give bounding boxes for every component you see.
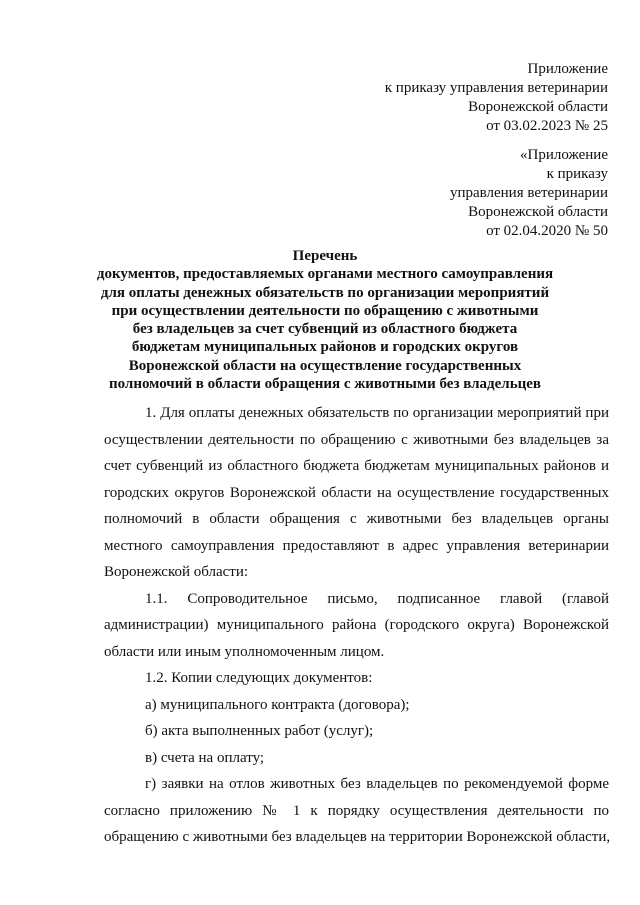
list-item-v: в) счета на оплату; [145, 749, 265, 766]
list-item-a: а) муниципального контракта (договора); [145, 696, 410, 713]
annex-order-ref: к приказу управления ветеринарии [384, 80, 608, 96]
title-line: документов, предоставляемых органами местного самоуправления [96, 266, 554, 283]
title-line: полномочий в области обращения с животными без владельцев [108, 376, 542, 393]
title-line: для оплаты денежных обязательств по организации мероприятий [100, 284, 550, 301]
document-title [60, 247, 590, 393]
title-heading: Перечень [292, 248, 358, 264]
paragraph-line: осуществлении деятельности по обращению с животными без владельцев за [104, 431, 609, 448]
annex-region: Воронежской области [468, 204, 608, 220]
list-item-g [104, 771, 609, 851]
paragraph-1-2: 1.2. Копии следующих документов: [145, 670, 373, 686]
annex-header-2023 [385, 60, 608, 136]
document-body [104, 400, 609, 851]
paragraph-line: счет субвенций из областного бюджета бюджетам муниципальных районов и [104, 458, 609, 474]
title-line: бюджетам муниципальных районов и городских округов [131, 339, 519, 356]
title-line: без владельцев за счет субвенций из областного бюджета [132, 321, 518, 338]
title-line: Воронежской области на осуществление государственных [128, 357, 522, 374]
paragraph-line: Воронежской области: [104, 564, 249, 580]
annex-order-ref: к приказу [546, 166, 608, 182]
annex-authority: управления ветеринарии [449, 185, 608, 201]
paragraph-line: обращению с животными без владельцев на территории Воронежской области, [104, 829, 611, 845]
paragraph-line: городских округов Воронежской области на осуществление государственных [104, 484, 609, 501]
annex-date-number: от 03.02.2023 № 25 [486, 118, 608, 134]
paragraph-1-1 [104, 586, 609, 666]
annex-label: «Приложение [519, 147, 608, 163]
list-item-b: б) акта выполненных работ (услуг); [145, 723, 374, 739]
title-line: при осуществлении деятельности по обращению с животными [111, 302, 539, 319]
annex-header-2020 [450, 146, 608, 241]
annex-region: Воронежской области [468, 99, 608, 115]
paragraph-line: области или иным уполномоченным лицом. [104, 643, 385, 660]
paragraph-line: г) заявки на отлов животных без владельцев по рекомендуемой форме [145, 776, 609, 792]
paragraph-line: согласно приложению № 1 к порядку осуществления деятельности по [104, 802, 609, 819]
annex-date-number: от 02.04.2020 № 50 [486, 223, 608, 239]
annex-label: Приложение [527, 61, 608, 77]
paragraph-line: 1.1. Сопроводительное письмо, подписанное главой (главой [145, 590, 609, 607]
paragraph-line: местного самоуправления предоставляют в адрес управления ветеринарии [104, 537, 609, 554]
paragraph-line: администрации) муниципального района (городского округа) Воронежской [104, 617, 609, 633]
paragraph-1 [104, 400, 609, 586]
paragraph-line: полномочий в области обращения с животными без владельцев органы [104, 511, 609, 527]
paragraph-line: 1. Для оплаты денежных обязательств по организации мероприятий при [145, 405, 609, 421]
